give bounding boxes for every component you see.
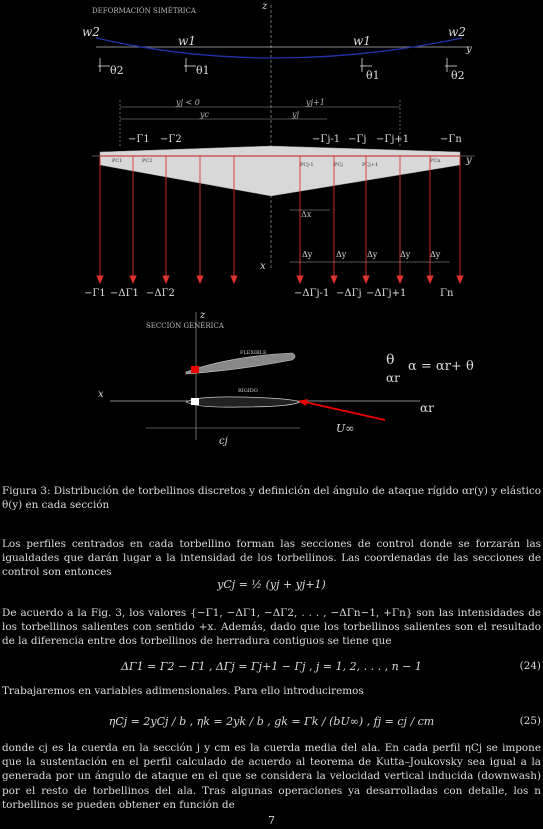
- theta2-right: θ2: [451, 69, 465, 82]
- trailing-vortex-arrow: [397, 276, 403, 283]
- trailing-vortex-arrow: [130, 276, 136, 283]
- section-title: SECCIÓN GENÉRICA: [146, 322, 224, 330]
- pcn: PCn: [430, 158, 441, 164]
- gamma-bot-dj1: −ΔΓj+1: [366, 288, 407, 299]
- trailing-vortex-arrow: [97, 276, 103, 283]
- theta1-left: θ1: [196, 64, 210, 77]
- equation-ycj: yCj = ½ (yj + yj+1): [217, 578, 326, 591]
- gamma-top-j1: −Γj+1: [376, 134, 410, 145]
- pcj-1: PCj-1: [300, 162, 314, 168]
- axis-x-section: x: [98, 389, 104, 400]
- paragraph-1: Los perfiles centrados en cada torbellino forman las secciones de control donde se forzarán las igualdades que darán lugar a la intensidad de los torbellinos. Las coordenadas de las secciones de control son entonces: [2, 538, 541, 579]
- equation-24: ΔΓ1 = Γ2 − Γ1 , ΔΓj = Γj+1 − Γj , j = 1, 2, . . . , n − 1: [121, 660, 422, 673]
- w1-right: w1: [353, 34, 371, 48]
- axis-y-top: y: [466, 44, 472, 55]
- pc2: PC2: [142, 158, 153, 164]
- dim-yj-lt-0: yj < 0: [176, 98, 200, 107]
- flexible-label: FLEXIBLE: [240, 350, 267, 356]
- gamma-bot-1: −Γ1: [84, 288, 106, 299]
- axis-x-plan: x: [260, 261, 266, 272]
- alpha-r-sym-2: αr: [420, 401, 434, 415]
- gamma-bot-n: Γn: [440, 288, 454, 299]
- trailing-vortex-arrow: [427, 276, 433, 283]
- dy-5: Δy: [430, 250, 441, 259]
- chord-label: cj: [219, 436, 228, 447]
- w2-right: w2: [448, 25, 466, 39]
- equation-25-number: (25): [519, 715, 541, 727]
- dy-1: Δy: [302, 250, 313, 259]
- trailing-vortex-arrow: [163, 276, 169, 283]
- dy-4: Δy: [400, 250, 411, 259]
- pc1: PC1: [112, 158, 123, 164]
- dim-yj1: yj+1: [306, 98, 325, 107]
- gamma-top-j: −Γj: [348, 134, 367, 145]
- paragraph-2: De acuerdo a la Fig. 3, los valores {−Γ1, −ΔΓ1, −ΔΓ2, . . . , −ΔΓn−1, +Γn} son las intensidades de los torbellinos salientes con sentido +x. Además, dado que los torbellinos salientes son el resultado de la diferencia entre dos torbellinos de herradura contiguos se tiene que: [2, 607, 541, 648]
- theta-sym: θ: [386, 352, 395, 368]
- deformed-wing-line: [96, 38, 462, 58]
- axis-y-plan: y: [466, 155, 472, 166]
- alpha-r-sym-1: αr: [386, 371, 400, 385]
- trailing-vortex-arrow: [231, 276, 237, 283]
- paragraph-3: Trabajaremos en variables adimensionales. Para ello introduciremos: [2, 685, 364, 697]
- figure-caption: Figura 3: Distribución de torbellinos discretos y definición del ángulo de ataque rígido αr(y) y elástico θ(y) en cada sección: [2, 485, 541, 512]
- rigid-label: RÍGIDO: [238, 388, 258, 394]
- gamma-top-n: −Γn: [440, 134, 462, 145]
- trailing-vortex-arrow: [297, 276, 303, 283]
- pcj: PCj: [334, 162, 343, 168]
- w1-left: w1: [178, 34, 196, 48]
- dim-yc: yc: [200, 110, 209, 119]
- flexible-marker: [191, 366, 199, 373]
- gamma-bot-d2: −ΔΓ2: [146, 288, 175, 299]
- trailing-vortex-arrow: [457, 276, 463, 283]
- gamma-top-2: −Γ2: [160, 134, 182, 145]
- gamma-top-1: −Γ1: [128, 134, 150, 145]
- trailing-vortex-arrow: [331, 276, 337, 283]
- u-infinity: U∞: [336, 422, 355, 435]
- paragraph-4: donde cj es la cuerda en la sección j y cm es la cuerda media del ala. En cada perfil ηCj se impone que la sustentación en el perfil calculado de acuerdo al teorema de Kutta–Joukovsky sea igual a la generada por un ángulo de ataque en el que se considera la velocidad vertical inducida (downwash) por el resto de torbellinos del ala. Tras algunas operaciones ya desarrolladas con detalle, los n torbellinos se pueden obtener en función de: [2, 742, 541, 811]
- dim-dx: Δx: [301, 210, 312, 219]
- gamma-bot-dj-1: −ΔΓj-1: [294, 288, 330, 299]
- wing-planform: [100, 146, 460, 196]
- rigid-airfoil: [186, 397, 300, 407]
- flexible-airfoil: [186, 353, 295, 374]
- page-number: 7: [268, 814, 275, 827]
- dim-yj: yj: [292, 110, 299, 119]
- deformation-title: DEFORMACIÓN SIMÉTRICA: [92, 7, 196, 15]
- pcj1: PCj+1: [362, 162, 379, 168]
- gamma-bot-d1: −ΔΓ1: [110, 288, 139, 299]
- alpha-eq: α = αr+ θ: [408, 359, 474, 374]
- gamma-top-j-1: −Γj-1: [312, 134, 341, 145]
- rigid-marker: [191, 398, 199, 405]
- axis-z-section: z: [200, 310, 206, 321]
- equation-24-number: (24): [519, 660, 541, 672]
- gamma-bot-dj: −ΔΓj: [336, 288, 362, 299]
- trailing-vortex-arrow: [197, 276, 203, 283]
- w2-left: w2: [82, 25, 100, 39]
- trailing-vortex-arrow: [363, 276, 369, 283]
- theta2-left: θ2: [110, 64, 124, 77]
- theta1-right: θ1: [366, 69, 380, 82]
- dy-2: Δy: [336, 250, 347, 259]
- dy-3: Δy: [367, 250, 378, 259]
- axis-z-top: z: [262, 1, 268, 12]
- equation-25: ηCj = 2yCj / b , ηk = 2yk / b , gk = Γk / (bU∞) , fj = cj / cm: [108, 715, 435, 728]
